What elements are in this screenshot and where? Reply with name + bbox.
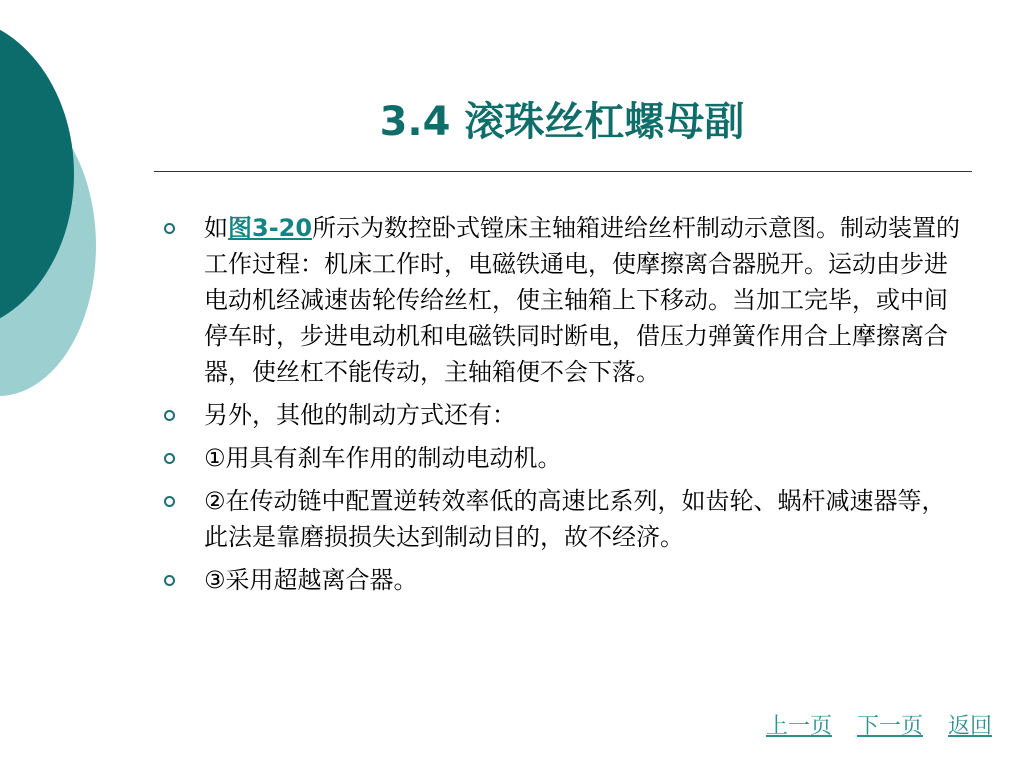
return-link[interactable]: 返回: [947, 714, 992, 739]
bullet-text: ①用具有刹车作用的制动电动机。: [204, 444, 562, 472]
hollow-circle-bullet-icon: [164, 453, 175, 464]
bullet-item: [162, 483, 962, 555]
bullet-text: [204, 210, 962, 390]
bullet-text: ③采用超越离合器。: [204, 566, 418, 594]
hollow-circle-bullet-icon: [164, 410, 175, 421]
hollow-circle-bullet-icon: [164, 496, 175, 507]
slide-title: 3.4 滚珠丝杠螺母副: [379, 99, 745, 145]
bullet-text: ②在传动链中配置逆转效率低的高速比系列，如齿轮、蜗杆减速器等，此法是靠磨损损失达到制动目的，故不经济。: [204, 487, 946, 551]
bullet-text-before-link: 如: [204, 214, 228, 242]
next-page-link[interactable]: 下一页: [856, 714, 923, 739]
hollow-circle-bullet-icon: [164, 223, 175, 234]
bullet-item: [162, 562, 962, 598]
bullet-text-after-link: 所示为数控卧式镗床主轴箱进给丝杆制动示意图。制动装置的工作过程：机床工作时，电磁铁通电，使摩擦离合器脱开。运动由步进电动机经减速齿轮传给丝杠，使主轴箱上下移动。当加工完毕，或中间停车时，步进电动机和电磁铁同时断电，借压力弹簧作用合上摩擦离合器，使丝杠不能传动，主轴箱便不会下落。: [204, 214, 961, 386]
bullet-item: [162, 397, 962, 433]
slide-navigation: [748, 712, 992, 742]
figure-link[interactable]: 图3-20: [228, 214, 313, 242]
title-divider: [154, 171, 972, 172]
bullet-text: 另外，其他的制动方式还有：: [204, 401, 516, 429]
bullet-list: [162, 210, 962, 605]
bullet-item: [162, 210, 962, 390]
hollow-circle-bullet-icon: [164, 575, 175, 586]
bullet-item: [162, 440, 962, 476]
previous-page-link[interactable]: 上一页: [765, 714, 832, 739]
